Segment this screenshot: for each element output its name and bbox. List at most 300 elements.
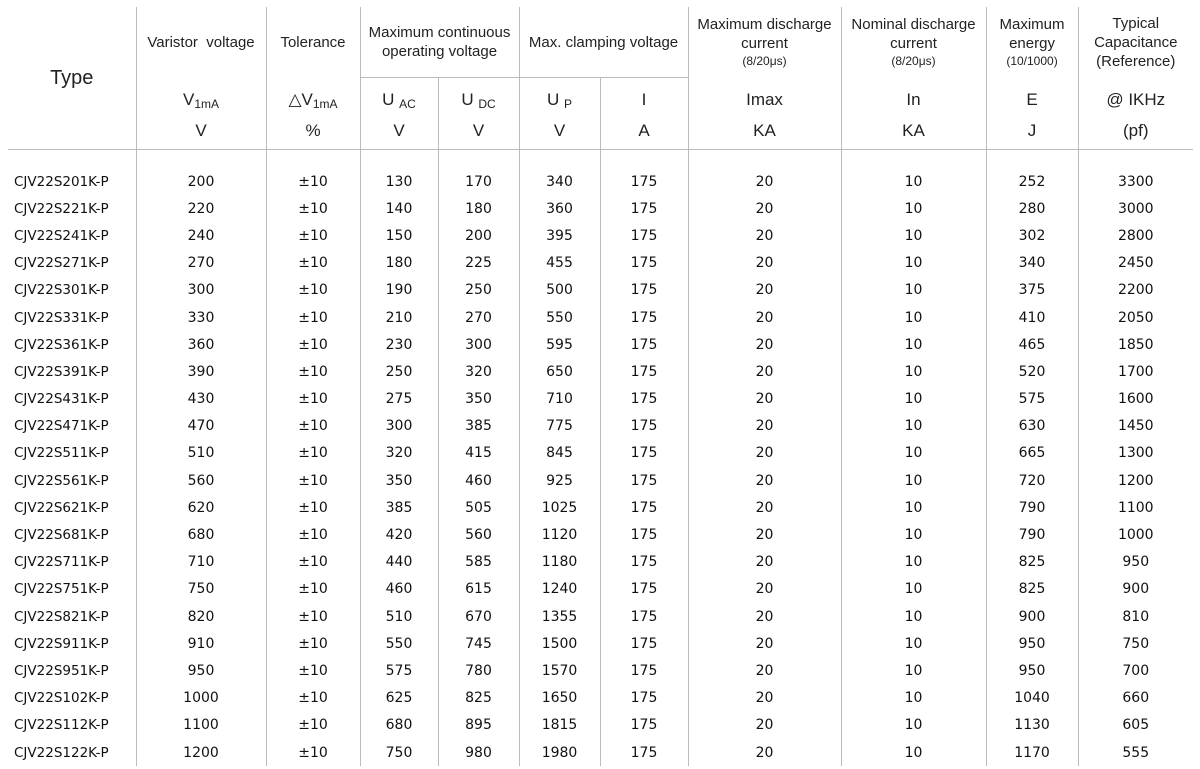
cell-tolerance: ±10 bbox=[266, 521, 360, 548]
cell-in: 10 bbox=[841, 222, 986, 249]
cell-in: 10 bbox=[841, 304, 986, 331]
cell-up: 595 bbox=[519, 331, 600, 358]
cell-capacitance: 2800 bbox=[1078, 222, 1193, 249]
cell-energy: 575 bbox=[986, 386, 1078, 413]
cell-uac: 510 bbox=[360, 603, 438, 630]
cell-up: 550 bbox=[519, 304, 600, 331]
header-nomdis-line1: Nominal discharge bbox=[851, 16, 976, 34]
cell-uac: 210 bbox=[360, 304, 438, 331]
table-row bbox=[8, 739, 1193, 766]
cell-v1ma: 820 bbox=[136, 603, 266, 630]
cell-imax: 20 bbox=[688, 630, 841, 657]
header-maxdis-line2: current bbox=[741, 35, 788, 53]
cell-imax: 20 bbox=[688, 304, 841, 331]
cell-uac: 350 bbox=[360, 467, 438, 494]
cell-energy: 252 bbox=[986, 168, 1078, 195]
cell-tolerance: ±10 bbox=[266, 603, 360, 630]
cell-energy: 1040 bbox=[986, 685, 1078, 712]
cell-i: 175 bbox=[600, 739, 688, 766]
cell-tolerance: ±10 bbox=[266, 304, 360, 331]
cell-imax: 20 bbox=[688, 467, 841, 494]
cell-in: 10 bbox=[841, 739, 986, 766]
table-row bbox=[8, 521, 1193, 548]
cell-capacitance: 605 bbox=[1078, 712, 1193, 739]
cell-capacitance: 810 bbox=[1078, 603, 1193, 630]
cell-v1ma: 1200 bbox=[136, 739, 266, 766]
cell-type: CJV22S711K-P bbox=[14, 554, 109, 571]
cell-type: CJV22S471K-P bbox=[14, 418, 109, 435]
header-v1ma-unit: V bbox=[195, 120, 207, 140]
cell-up: 925 bbox=[519, 467, 600, 494]
header-max-clamping-voltage: Max. clamping voltage bbox=[519, 7, 688, 78]
cell-uac: 680 bbox=[360, 712, 438, 739]
table-row bbox=[8, 712, 1193, 739]
cell-imax: 20 bbox=[688, 277, 841, 304]
header-e-symbol: E bbox=[1026, 89, 1038, 109]
cell-i: 175 bbox=[600, 603, 688, 630]
table-row bbox=[8, 603, 1193, 630]
header-maxdis-line1: Maximum discharge bbox=[697, 16, 832, 34]
cell-v1ma: 330 bbox=[136, 304, 266, 331]
cell-up: 1120 bbox=[519, 521, 600, 548]
header-cap-line2: Capacitance bbox=[1094, 33, 1178, 51]
cell-uac: 150 bbox=[360, 222, 438, 249]
table-row bbox=[8, 494, 1193, 521]
cell-tolerance: ±10 bbox=[266, 168, 360, 195]
cell-capacitance: 660 bbox=[1078, 685, 1193, 712]
cell-imax: 20 bbox=[688, 494, 841, 521]
cell-imax: 20 bbox=[688, 222, 841, 249]
cell-up: 1025 bbox=[519, 494, 600, 521]
cell-energy: 720 bbox=[986, 467, 1078, 494]
cell-up: 500 bbox=[519, 277, 600, 304]
cell-capacitance: 1200 bbox=[1078, 467, 1193, 494]
table-row bbox=[8, 304, 1193, 331]
cell-imax: 20 bbox=[688, 168, 841, 195]
cell-udc: 895 bbox=[438, 712, 519, 739]
cell-v1ma: 680 bbox=[136, 521, 266, 548]
cell-energy: 900 bbox=[986, 603, 1078, 630]
table-row bbox=[8, 222, 1193, 249]
header-nomdis-note: (8/20μs) bbox=[891, 54, 936, 69]
cell-tolerance: ±10 bbox=[266, 712, 360, 739]
header-tol-unit: % bbox=[305, 120, 321, 140]
header-tolerance: Tolerance bbox=[266, 7, 360, 78]
cell-v1ma: 1000 bbox=[136, 685, 266, 712]
cell-v1ma: 360 bbox=[136, 331, 266, 358]
cell-type: CJV22S391K-P bbox=[14, 363, 109, 380]
cell-i: 175 bbox=[600, 222, 688, 249]
cell-imax: 20 bbox=[688, 413, 841, 440]
varistor-spec-table bbox=[8, 7, 1193, 766]
cell-in: 10 bbox=[841, 467, 986, 494]
cell-type: CJV22S681K-P bbox=[14, 527, 109, 544]
cell-energy: 1130 bbox=[986, 712, 1078, 739]
header-nominal-discharge-current bbox=[841, 7, 986, 78]
cell-uac: 320 bbox=[360, 440, 438, 467]
header-mcov-line1: Maximum continuous bbox=[368, 24, 511, 41]
cell-type: CJV22S112K-P bbox=[14, 717, 109, 734]
header-in-symbol: In bbox=[906, 89, 921, 109]
cell-uac: 575 bbox=[360, 657, 438, 684]
cell-udc: 560 bbox=[438, 521, 519, 548]
header-type: Type bbox=[50, 66, 94, 89]
cell-tolerance: ±10 bbox=[266, 576, 360, 603]
cell-imax: 20 bbox=[688, 521, 841, 548]
cell-v1ma: 750 bbox=[136, 576, 266, 603]
cell-in: 10 bbox=[841, 521, 986, 548]
cell-up: 455 bbox=[519, 250, 600, 277]
cell-uac: 550 bbox=[360, 630, 438, 657]
header-imax-unit: KA bbox=[753, 120, 776, 140]
cell-up: 1815 bbox=[519, 712, 600, 739]
cell-tolerance: ±10 bbox=[266, 331, 360, 358]
cell-i: 175 bbox=[600, 195, 688, 222]
cell-capacitance: 1700 bbox=[1078, 358, 1193, 385]
header-v1ma-symbol-cell bbox=[136, 78, 266, 150]
cell-imax: 20 bbox=[688, 657, 841, 684]
cell-type: CJV22S221K-P bbox=[14, 200, 109, 217]
cell-imax: 20 bbox=[688, 549, 841, 576]
cell-energy: 520 bbox=[986, 358, 1078, 385]
cell-type: CJV22S561K-P bbox=[14, 472, 109, 489]
cell-energy: 375 bbox=[986, 277, 1078, 304]
table-row bbox=[8, 331, 1193, 358]
cell-i: 175 bbox=[600, 331, 688, 358]
header-uac-cell bbox=[360, 78, 438, 150]
cell-i: 175 bbox=[600, 413, 688, 440]
cell-udc: 980 bbox=[438, 739, 519, 766]
header-udc-unit: V bbox=[472, 121, 485, 140]
table-spacer-row bbox=[8, 150, 1193, 169]
table-row bbox=[8, 386, 1193, 413]
cell-type: CJV22S821K-P bbox=[14, 608, 109, 625]
cell-type: CJV22S241K-P bbox=[14, 227, 109, 244]
cell-up: 775 bbox=[519, 413, 600, 440]
cell-i: 175 bbox=[600, 685, 688, 712]
cell-capacitance: 1000 bbox=[1078, 521, 1193, 548]
cell-udc: 505 bbox=[438, 494, 519, 521]
cell-udc: 200 bbox=[438, 222, 519, 249]
header-in-cell bbox=[841, 78, 986, 150]
header-max-energy bbox=[986, 7, 1078, 78]
cell-udc: 670 bbox=[438, 603, 519, 630]
cell-i: 175 bbox=[600, 168, 688, 195]
table-row bbox=[8, 440, 1193, 467]
cell-tolerance: ±10 bbox=[266, 685, 360, 712]
header-cap-cell bbox=[1078, 78, 1193, 150]
header-e-unit: J bbox=[1027, 120, 1037, 140]
cell-uac: 180 bbox=[360, 250, 438, 277]
header-mcov-line2: operating voltage bbox=[381, 43, 498, 60]
cell-capacitance: 750 bbox=[1078, 630, 1193, 657]
cell-i: 175 bbox=[600, 467, 688, 494]
cell-in: 10 bbox=[841, 331, 986, 358]
header-imax-cell bbox=[688, 78, 841, 150]
cell-tolerance: ±10 bbox=[266, 440, 360, 467]
header-energy-line1: Maximum bbox=[999, 16, 1065, 34]
cell-type: CJV22S271K-P bbox=[14, 255, 109, 272]
header-energy-note: (10/1000) bbox=[1006, 54, 1058, 69]
cell-up: 340 bbox=[519, 168, 600, 195]
cell-udc: 270 bbox=[438, 304, 519, 331]
cell-tolerance: ±10 bbox=[266, 494, 360, 521]
cell-udc: 225 bbox=[438, 250, 519, 277]
cell-type: CJV22S361K-P bbox=[14, 336, 109, 353]
cell-type: CJV22S751K-P bbox=[14, 581, 109, 598]
cell-capacitance: 900 bbox=[1078, 576, 1193, 603]
cell-energy: 790 bbox=[986, 521, 1078, 548]
cell-in: 10 bbox=[841, 386, 986, 413]
cell-imax: 20 bbox=[688, 712, 841, 739]
cell-v1ma: 270 bbox=[136, 250, 266, 277]
cell-tolerance: ±10 bbox=[266, 358, 360, 385]
cell-udc: 780 bbox=[438, 657, 519, 684]
cell-energy: 1170 bbox=[986, 739, 1078, 766]
cell-capacitance: 2050 bbox=[1078, 304, 1193, 331]
cell-energy: 950 bbox=[986, 630, 1078, 657]
cell-in: 10 bbox=[841, 630, 986, 657]
cell-imax: 20 bbox=[688, 440, 841, 467]
cell-uac: 385 bbox=[360, 494, 438, 521]
cell-uac: 140 bbox=[360, 195, 438, 222]
cell-type: CJV22S621K-P bbox=[14, 499, 109, 516]
cell-v1ma: 710 bbox=[136, 549, 266, 576]
cell-uac: 190 bbox=[360, 277, 438, 304]
cell-energy: 825 bbox=[986, 549, 1078, 576]
cell-energy: 302 bbox=[986, 222, 1078, 249]
cell-in: 10 bbox=[841, 657, 986, 684]
cell-up: 1500 bbox=[519, 630, 600, 657]
header-up-cell bbox=[519, 78, 600, 150]
cell-i: 175 bbox=[600, 712, 688, 739]
cell-capacitance: 1100 bbox=[1078, 494, 1193, 521]
cell-type: CJV22S102K-P bbox=[14, 690, 109, 707]
cell-in: 10 bbox=[841, 549, 986, 576]
table-row bbox=[8, 277, 1193, 304]
cell-capacitance: 950 bbox=[1078, 549, 1193, 576]
cell-udc: 180 bbox=[438, 195, 519, 222]
cell-up: 650 bbox=[519, 358, 600, 385]
cell-uac: 440 bbox=[360, 549, 438, 576]
cell-imax: 20 bbox=[688, 386, 841, 413]
header-nomdis-line2: current bbox=[890, 35, 937, 53]
table-row bbox=[8, 576, 1193, 603]
cell-udc: 615 bbox=[438, 576, 519, 603]
cell-in: 10 bbox=[841, 494, 986, 521]
cell-imax: 20 bbox=[688, 358, 841, 385]
cell-capacitance: 555 bbox=[1078, 739, 1193, 766]
cell-up: 845 bbox=[519, 440, 600, 467]
cell-imax: 20 bbox=[688, 603, 841, 630]
cell-imax: 20 bbox=[688, 739, 841, 766]
table-row bbox=[8, 358, 1193, 385]
cell-uac: 750 bbox=[360, 739, 438, 766]
cell-energy: 825 bbox=[986, 576, 1078, 603]
header-uac-unit: V bbox=[393, 121, 405, 140]
cell-i: 175 bbox=[600, 576, 688, 603]
cell-uac: 625 bbox=[360, 685, 438, 712]
header-uac-symbol: U $_{AC}$ bbox=[382, 90, 416, 111]
cell-type: CJV22S122K-P bbox=[14, 744, 109, 761]
cell-udc: 745 bbox=[438, 630, 519, 657]
cell-in: 10 bbox=[841, 277, 986, 304]
cell-up: 710 bbox=[519, 386, 600, 413]
cell-v1ma: 910 bbox=[136, 630, 266, 657]
cell-uac: 420 bbox=[360, 521, 438, 548]
cell-up: 395 bbox=[519, 222, 600, 249]
cell-imax: 20 bbox=[688, 195, 841, 222]
cell-i: 175 bbox=[600, 277, 688, 304]
header-imax-symbol: Imax bbox=[746, 89, 783, 109]
cell-up: 1650 bbox=[519, 685, 600, 712]
cell-tolerance: ±10 bbox=[266, 222, 360, 249]
cell-imax: 20 bbox=[688, 576, 841, 603]
cell-udc: 250 bbox=[438, 277, 519, 304]
cell-in: 10 bbox=[841, 195, 986, 222]
cell-v1ma: 430 bbox=[136, 386, 266, 413]
cell-up: 1355 bbox=[519, 603, 600, 630]
cell-v1ma: 620 bbox=[136, 494, 266, 521]
cell-i: 175 bbox=[600, 521, 688, 548]
cell-imax: 20 bbox=[688, 685, 841, 712]
cell-energy: 410 bbox=[986, 304, 1078, 331]
cell-energy: 630 bbox=[986, 413, 1078, 440]
cell-energy: 950 bbox=[986, 657, 1078, 684]
cell-i: 175 bbox=[600, 304, 688, 331]
table-row bbox=[8, 195, 1193, 222]
header-tol-symbol-cell bbox=[266, 78, 360, 150]
cell-imax: 20 bbox=[688, 250, 841, 277]
cell-v1ma: 300 bbox=[136, 277, 266, 304]
cell-type: CJV22S951K-P bbox=[14, 662, 109, 679]
header-cap-unit: (pf) bbox=[1123, 120, 1149, 140]
cell-udc: 385 bbox=[438, 413, 519, 440]
cell-in: 10 bbox=[841, 250, 986, 277]
cell-v1ma: 950 bbox=[136, 657, 266, 684]
header-i-unit: A bbox=[638, 121, 650, 140]
cell-v1ma: 1100 bbox=[136, 712, 266, 739]
cell-i: 175 bbox=[600, 440, 688, 467]
cell-tolerance: ±10 bbox=[266, 549, 360, 576]
cell-in: 10 bbox=[841, 712, 986, 739]
table-row bbox=[8, 549, 1193, 576]
cell-type: CJV22S301K-P bbox=[14, 282, 109, 299]
cell-energy: 790 bbox=[986, 494, 1078, 521]
cell-up: 1180 bbox=[519, 549, 600, 576]
header-varistor-voltage: Varistor voltage bbox=[136, 7, 266, 78]
header-udc-symbol: U $_{DC}$ bbox=[461, 90, 496, 111]
cell-i: 175 bbox=[600, 549, 688, 576]
cell-type: CJV22S331K-P bbox=[14, 309, 109, 326]
table-row bbox=[8, 630, 1193, 657]
cell-capacitance: 2450 bbox=[1078, 250, 1193, 277]
cell-capacitance: 3000 bbox=[1078, 195, 1193, 222]
header-i-symbol: I bbox=[641, 90, 647, 109]
cell-in: 10 bbox=[841, 413, 986, 440]
cell-v1ma: 240 bbox=[136, 222, 266, 249]
cell-up: 1240 bbox=[519, 576, 600, 603]
header-i-cell bbox=[600, 78, 688, 150]
cell-uac: 300 bbox=[360, 413, 438, 440]
cell-capacitance: 1450 bbox=[1078, 413, 1193, 440]
cell-in: 10 bbox=[841, 603, 986, 630]
cell-uac: 130 bbox=[360, 168, 438, 195]
header-up-symbol: U $_P$ bbox=[547, 90, 573, 111]
header-typical-capacitance bbox=[1078, 7, 1193, 78]
cell-tolerance: ±10 bbox=[266, 739, 360, 766]
header-up-unit: V bbox=[553, 121, 566, 140]
cell-tolerance: ±10 bbox=[266, 413, 360, 440]
cell-i: 175 bbox=[600, 630, 688, 657]
cell-tolerance: ±10 bbox=[266, 657, 360, 684]
cell-v1ma: 510 bbox=[136, 440, 266, 467]
cell-udc: 460 bbox=[438, 467, 519, 494]
cell-tolerance: ±10 bbox=[266, 195, 360, 222]
header-e-cell bbox=[986, 78, 1078, 150]
cell-tolerance: ±10 bbox=[266, 467, 360, 494]
table-header bbox=[8, 7, 1193, 150]
header-max-continuous-voltage bbox=[360, 7, 519, 78]
header-tol-symbol: $\triangle V_{1mA}$ bbox=[288, 89, 338, 111]
cell-capacitance: 2200 bbox=[1078, 277, 1193, 304]
cell-up: 360 bbox=[519, 195, 600, 222]
cell-up: 1570 bbox=[519, 657, 600, 684]
cell-imax: 20 bbox=[688, 331, 841, 358]
cell-up: 1980 bbox=[519, 739, 600, 766]
cell-udc: 825 bbox=[438, 685, 519, 712]
cell-i: 175 bbox=[600, 250, 688, 277]
cell-udc: 320 bbox=[438, 358, 519, 385]
cell-tolerance: ±10 bbox=[266, 277, 360, 304]
cell-type: CJV22S911K-P bbox=[14, 635, 109, 652]
cell-v1ma: 220 bbox=[136, 195, 266, 222]
header-max-discharge-current bbox=[688, 7, 841, 78]
cell-tolerance: ±10 bbox=[266, 630, 360, 657]
cell-uac: 275 bbox=[360, 386, 438, 413]
cell-i: 175 bbox=[600, 657, 688, 684]
cell-i: 175 bbox=[600, 494, 688, 521]
table-row bbox=[8, 467, 1193, 494]
cell-in: 10 bbox=[841, 168, 986, 195]
cell-v1ma: 470 bbox=[136, 413, 266, 440]
cell-udc: 170 bbox=[438, 168, 519, 195]
table-row bbox=[8, 413, 1193, 440]
cell-udc: 350 bbox=[438, 386, 519, 413]
cell-v1ma: 200 bbox=[136, 168, 266, 195]
cell-in: 10 bbox=[841, 358, 986, 385]
cell-udc: 300 bbox=[438, 331, 519, 358]
cell-in: 10 bbox=[841, 685, 986, 712]
table-row bbox=[8, 168, 1193, 195]
cell-type: CJV22S431K-P bbox=[14, 391, 109, 408]
cell-energy: 465 bbox=[986, 331, 1078, 358]
header-v1ma-symbol: $V_{1mA}$ bbox=[182, 89, 220, 111]
table-row bbox=[8, 657, 1193, 684]
cell-capacitance: 700 bbox=[1078, 657, 1193, 684]
cell-energy: 665 bbox=[986, 440, 1078, 467]
header-cap-symbol: @ IKHz bbox=[1106, 89, 1166, 109]
header-cap-line1: Typical bbox=[1112, 14, 1160, 32]
header-maxdis-note: (8/20μs) bbox=[742, 54, 787, 69]
cell-capacitance: 1850 bbox=[1078, 331, 1193, 358]
table-row bbox=[8, 250, 1193, 277]
cell-capacitance: 1600 bbox=[1078, 386, 1193, 413]
header-udc-cell bbox=[438, 78, 519, 150]
cell-uac: 250 bbox=[360, 358, 438, 385]
cell-capacitance: 3300 bbox=[1078, 168, 1193, 195]
cell-i: 175 bbox=[600, 386, 688, 413]
